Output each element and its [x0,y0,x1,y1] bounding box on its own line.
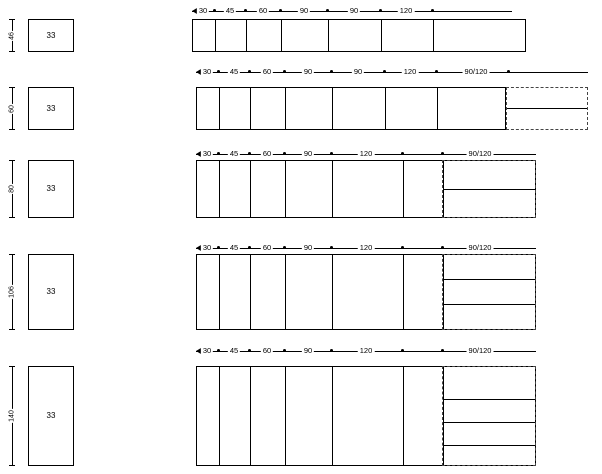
panel-divider [328,20,329,51]
dim-point [330,246,333,249]
left-panel-5 [28,366,74,466]
panel-divider [285,161,286,217]
panel-divider [403,255,404,329]
dim-point [248,246,251,249]
dim-tick-top [9,87,15,88]
dim-label: 30 [202,346,212,355]
panel-divider [332,255,333,329]
dim-label: 90 [303,149,313,158]
right-panel-1 [192,19,526,52]
right-panel-2 [196,87,506,130]
shelf-line [443,422,535,423]
left-panel-height-dim-4 [6,254,18,330]
dim-label: 45 [225,6,235,15]
dim-label: 45 [229,67,239,76]
left-panel-4 [28,254,74,330]
shelf-line [443,189,535,190]
left-panel-label: 33 [46,30,56,40]
dim-label: 90 [303,346,313,355]
dimension-chain-1 [192,5,512,17]
dim-label: 60 [258,6,268,15]
dimension-chain-3 [196,148,536,160]
panel-divider [403,161,404,217]
dim-label: 90/120 [468,346,492,355]
dim-label: 120 [359,346,373,355]
dim-tick-bottom [9,329,15,330]
panel-divider [281,20,282,51]
dim-label: 45 [229,346,239,355]
dim-point [279,9,282,12]
dim-point [217,246,220,249]
dim-label: 30 [202,243,212,252]
panel-divider [219,367,220,465]
left-panel-2 [28,87,74,130]
dim-point [441,152,444,155]
dim-point [326,9,329,12]
dim-tick-top [9,254,15,255]
dim-point [379,9,382,12]
left-panel-3 [28,160,74,218]
dim-point [330,349,333,352]
dim-point [431,9,434,12]
panel-divider [332,161,333,217]
dim-point [383,70,386,73]
shelf-line [443,279,535,280]
shelf-line [443,399,535,400]
panel-divider [250,88,251,129]
dim-tick-bottom [9,51,15,52]
optional-module-4 [442,254,536,330]
dim-label: 90/120 [468,149,492,158]
dim-point [248,349,251,352]
dim-point [244,9,247,12]
dim-tick-top [9,19,15,20]
left-panel-height-dim-1 [6,19,18,52]
dim-label: 90 [349,6,359,15]
panel-divider [403,367,404,465]
shelf-line [443,304,535,305]
optional-module-2 [506,87,588,130]
panel-divider [332,367,333,465]
panel-divider [219,161,220,217]
dim-label: 120 [359,243,373,252]
panel-divider [285,367,286,465]
panel-divider [437,88,438,129]
left-panel-height-dim-2 [6,87,18,130]
dim-label: 90/120 [468,243,492,252]
left-panel-height-dim-3 [6,160,18,218]
panel-divider [215,20,216,51]
panel-divider [250,161,251,217]
dim-tick-bottom [9,129,15,130]
dim-point [213,9,216,12]
panel-divider [250,367,251,465]
panel-divider [285,88,286,129]
dim-point [283,152,286,155]
dim-point [435,70,438,73]
left-panel-label: 33 [46,287,56,296]
dim-value: 140 [8,410,16,422]
dim-value: 46 [8,31,16,40]
dim-point [248,152,251,155]
dim-point [330,70,333,73]
dim-label: 120 [403,67,417,76]
dim-point [217,349,220,352]
panel-divider [285,255,286,329]
dim-point [401,349,404,352]
dim-point [401,152,404,155]
panel-divider [219,88,220,129]
dim-label: 45 [229,149,239,158]
dim-value: 80 [8,185,16,193]
dim-point [217,70,220,73]
dimension-chain-2 [196,66,588,78]
dim-tick-top [9,366,15,367]
dim-point [507,70,510,73]
dim-point [330,152,333,155]
dim-tick-bottom [9,217,15,218]
dim-line [196,72,588,73]
optional-module-3 [442,160,536,218]
dim-point [283,349,286,352]
shelf-line [507,108,587,109]
dim-label: 90 [303,243,313,252]
dim-label: 90/120 [464,67,488,76]
dim-tick-top [9,160,15,161]
left-panel-label: 33 [46,411,56,420]
dim-point [283,70,286,73]
dim-tick-bottom [9,465,15,466]
panel-divider [219,255,220,329]
dim-label: 60 [262,67,272,76]
panel-divider [332,88,333,129]
dim-label: 120 [399,6,413,15]
left-panel-label: 33 [46,184,56,193]
dim-label: 90 [303,67,313,76]
dimension-chain-4 [196,242,536,254]
dim-label: 90 [299,6,309,15]
dim-label: 60 [262,243,272,252]
dim-label: 60 [262,149,272,158]
dim-point [248,70,251,73]
dim-point [283,246,286,249]
dim-label: 120 [359,149,373,158]
left-panel-label: 33 [46,103,56,113]
panel-divider [250,255,251,329]
dim-point [441,246,444,249]
dim-label: 30 [198,6,208,15]
dim-value: 106 [8,286,16,298]
panel-divider [433,20,434,51]
dimension-chain-5 [196,345,536,357]
dim-label: 60 [262,346,272,355]
dim-point [217,152,220,155]
dim-label: 30 [202,149,212,158]
dim-value: 60 [8,104,16,113]
dim-label: 45 [229,243,239,252]
optional-module-5 [442,366,536,466]
shelf-line [443,445,535,446]
panel-divider [246,20,247,51]
dim-point [401,246,404,249]
left-panel-1 [28,19,74,52]
dim-label: 90 [353,67,363,76]
left-panel-height-dim-5 [6,366,18,466]
panel-divider [385,88,386,129]
panel-divider [381,20,382,51]
dim-label: 30 [202,67,212,76]
dim-point [441,349,444,352]
